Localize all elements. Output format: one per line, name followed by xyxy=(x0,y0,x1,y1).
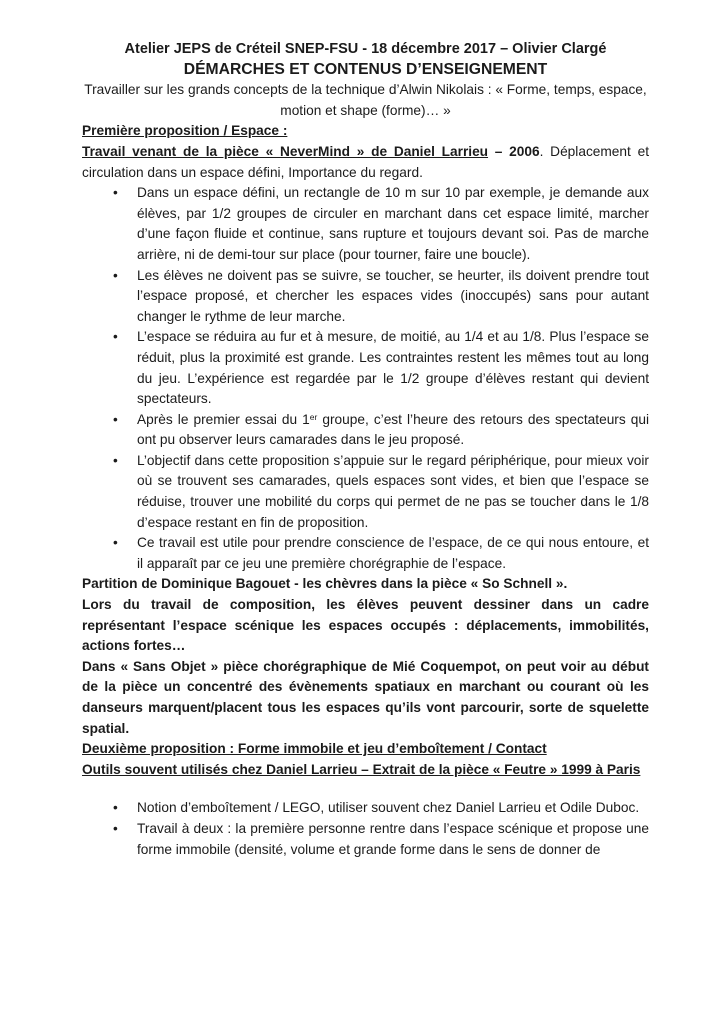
section3-heading-line1 xyxy=(82,739,649,760)
section3-heading-line2: Outils souvent utilisés chez Daniel Larrieu – Extrait de la pièce « Feutre » 1999 à Paris xyxy=(82,761,641,777)
section1-lead-rest: . Déplacement et circulation dans un espace défini, Importance du regard. xyxy=(82,143,649,180)
list-item-text: Notion d’emboîtement / LEGO, utiliser souvent chez Daniel Larrieu et Odile Duboc. xyxy=(137,800,640,816)
ordinal-superscript: er xyxy=(309,411,318,422)
section1-heading-text: Première proposition / Espace : xyxy=(82,123,288,139)
list-item xyxy=(82,266,649,328)
list-item xyxy=(82,410,649,451)
document-title: Atelier JEPS de Créteil SNEP-FSU - 18 décembre 2017 – Olivier Clargé xyxy=(124,41,607,57)
list-item-text: L’objectif dans cette proposition s’appuie sur le regard périphérique, pour mieux voir où se trouvent ses camarades, quels espaces sont vides, et bien que l’espace se réduise, trouver une mobilité du corps qui permet de ne pas se toucher dans le 1/8 d’espace restant en fin de proposition. xyxy=(137,452,649,530)
list-item-text: L’espace se réduira au fur et à mesure, de moitié, au 1/4 et au 1/8. Plus l’espace se réduit, plus la proximité est grande. Les contraintes restent les mêmes tout au long du jeu. L’expérience est regardée par le 1/2 groupe d’élèves restant qui devient spectateurs. xyxy=(137,329,649,407)
section1-lead-underlined: Travail venant de la pièce « NeverMind » de Daniel Larrieu xyxy=(82,143,489,159)
list-item xyxy=(82,533,649,574)
list-item-text: Dans un espace défini, un rectangle de 10 m sur 10 par exemple, je demande aux élèves, par 1/2 groupes de circuler en marchant dans cet espace limité, marcher d’une façon fluide et continue, sans rupture et toujours devant soi. Pas de marche arrière, ni de demi-tour sur place (pour tourner, faire une boucle). xyxy=(137,185,649,262)
section1-lead-bold: – 2006 xyxy=(488,143,540,159)
section-deuxieme-proposition xyxy=(82,739,649,860)
list-item-text: groupe, c’est l’heure des retours des spectateurs qui ont pu observer leurs camarades dans le jeu proposé. xyxy=(137,411,650,448)
subtitle: Travailler sur les grands concepts de la technique d’Alwin Nikolais : « Forme, temps, espace, motion et shape (forme)… » xyxy=(84,82,647,118)
bullet-icon: • xyxy=(113,452,118,468)
list-item-text: Ce travail est utile pour prendre conscience de l’espace, de ce qui nous entoure, et il apparaît par ce jeu une première chorégraphie de l’espace. xyxy=(137,535,649,571)
main-heading: DÉMARCHES ET CONTENUS D’ENSEIGNEMENT xyxy=(183,60,548,78)
section-premiere-proposition xyxy=(82,121,649,574)
bullet-icon: • xyxy=(113,329,118,345)
section1-heading xyxy=(82,121,649,142)
section2-paragraph: Lors du travail de composition, les élèves peuvent dessiner dans un cadre représentant l’espace scénique les espaces occupés : déplacements, immobilités, actions fortes… xyxy=(82,597,649,654)
section3-bullet-list xyxy=(82,798,649,860)
section3-heading-line1-text: Deuxième proposition : Forme immobile et jeu d’emboîtement / Contact xyxy=(82,741,547,757)
section2-paragraph: Dans « Sans Objet » pièce chorégraphique de Mié Coquempot, on peut voir au début de la pièce un concentré des évènements spatiaux en marchant ou courant où les danseurs marquent/placent tous les espaces qu’ils vont parcourir, sorte de squelette spatial. xyxy=(82,658,649,736)
bullet-icon: • xyxy=(113,185,118,201)
section2-heading: Partition de Dominique Bagouet - les chèvres dans la pièce « So Schnell ». xyxy=(82,576,568,592)
bullet-icon: • xyxy=(113,267,118,283)
list-item xyxy=(82,327,649,409)
section1-lead-paragraph xyxy=(82,142,649,183)
list-item-text: Travail à deux : la première personne rentre dans l’espace scénique et propose une forme immobile (densité, volume et grande forme dans le sens de donner de xyxy=(137,820,649,857)
section1-bullet-list xyxy=(82,183,649,574)
list-item-text: Après le premier essai du 1 xyxy=(137,411,310,427)
list-item xyxy=(82,451,649,533)
bullet-icon: • xyxy=(113,800,118,816)
list-item xyxy=(82,819,649,860)
list-item xyxy=(82,798,649,819)
bullet-icon: • xyxy=(113,411,118,427)
list-item xyxy=(82,183,649,265)
list-item-text: Les élèves ne doivent pas se suivre, se toucher, se heurter, ils doivent prendre tout l’espace proposé, et chercher les espaces vides (inoccupés) sans pour autant changer le rythme de leur marche. xyxy=(137,267,649,324)
section-partition-bagouet xyxy=(82,574,649,739)
bullet-icon: • xyxy=(113,535,118,551)
bullet-icon: • xyxy=(113,820,118,836)
